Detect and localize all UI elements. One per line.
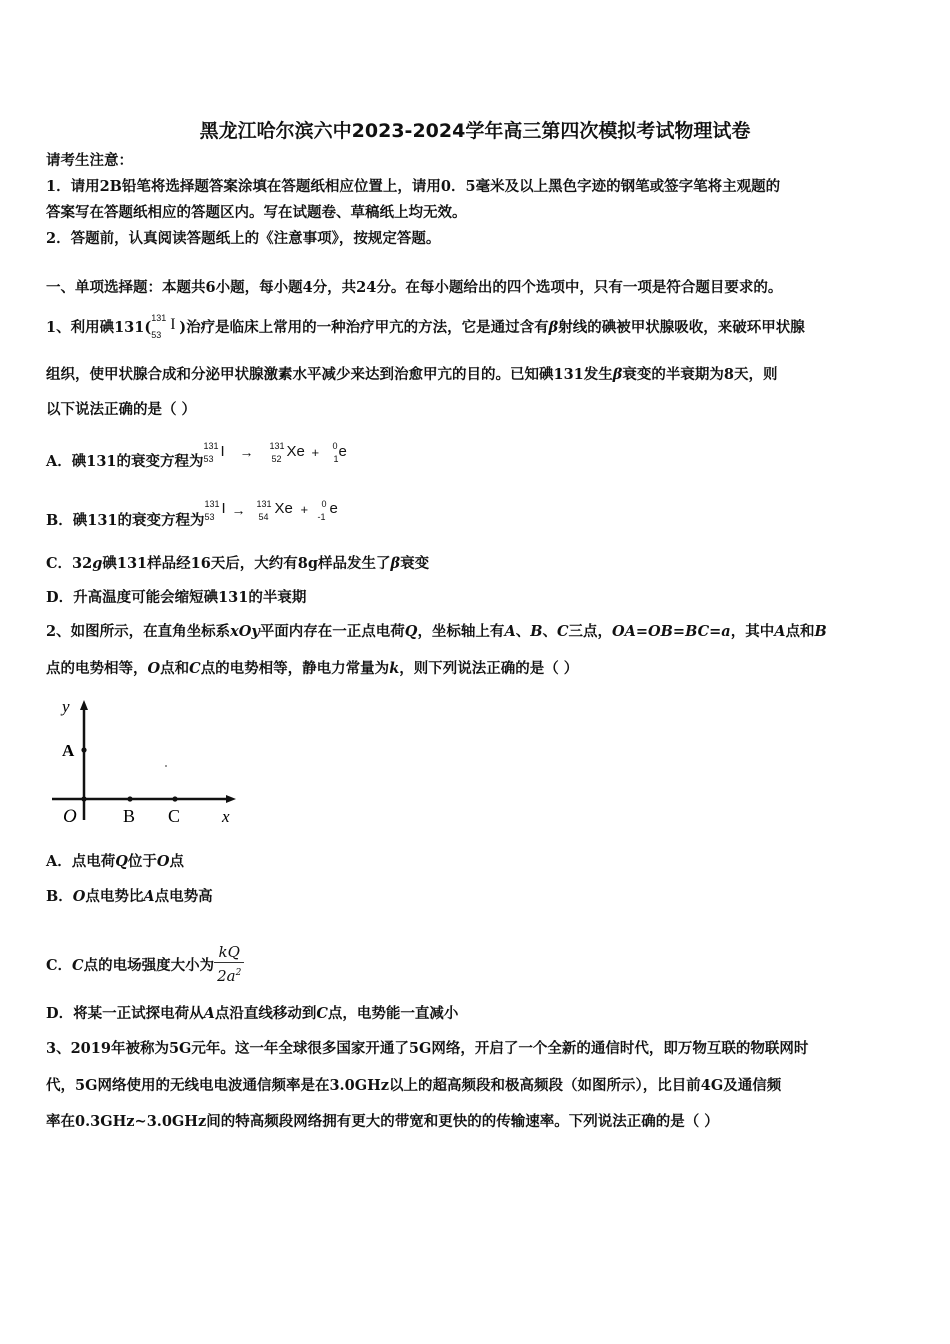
q3-stem-line-2: 代，5G网络使用的无线电电波通信频率是在3.0GHz以上的超高频段和极高频段（如图所示），比目前4G及通信频 xyxy=(46,1077,782,1094)
notice-item-2: 2．答题前，认真阅读答题纸上的《注意事项》，按规定答题。 xyxy=(46,230,441,247)
q1-stem-line-3: 以下说法正确的是（ ） xyxy=(46,401,197,418)
field-strength-fraction: $\frac{kQ}{2a^2}$ xyxy=(214,942,244,986)
label-x: x xyxy=(222,807,230,826)
y-axis-arrow xyxy=(80,700,88,710)
notice-heading: 请考生注意： xyxy=(46,152,133,169)
q1-option-d: D．升高温度可能会缩短碘131的半衰期 xyxy=(46,589,307,606)
notice-item-1a: 1．请用2B铅笔将选择题答案涂填在答题纸相应位置上，请用0．5毫米及以上黑色字迹的钢笔或签字笔将主观题的 xyxy=(46,178,781,195)
x-axis-arrow xyxy=(226,795,236,803)
q2-option-d: D．将某一正试探电荷从A点沿直线移动到C点，电势能一直减小 xyxy=(46,1005,459,1022)
q2-stem-line-2: 点的电势相等，O点和C点的电势相等，静电力常量为k，则下列说法正确的是（ ） xyxy=(46,660,579,677)
point-c xyxy=(172,796,177,801)
q1-option-c: C．32g碘131样品经16天后，大约有8g样品发生了β衰变 xyxy=(46,555,430,572)
decay-equation-b: 131 53 I → 131 54 Xe + 0 -1 e xyxy=(204,499,338,522)
q1-stem-line-2: 组织，使甲状腺合成和分泌甲状腺激素水平减少来达到治愈甲亢的目的。已知碘131发生β衰变的半衰期为8天，则 xyxy=(46,366,778,383)
notice-item-1b: 答案写在答题纸相应的答题区内。写在试题卷、草稿纸上均无效。 xyxy=(46,204,467,221)
q1-stem-line-1: 1、利用碘131( 131 53 I )治疗是临床上常用的一种治疗甲亢的方法，它是通过含有β射线的碘被甲状腺吸收，来破环甲状腺 xyxy=(46,313,805,340)
point-a xyxy=(81,747,86,752)
faint-dot xyxy=(165,765,167,767)
q1-option-b: B．碘131的衰变方程为 131 53 I → 131 54 Xe + 0 -1 e xyxy=(46,507,355,535)
label-y: y xyxy=(62,697,70,716)
point-o xyxy=(81,796,86,801)
q3-stem-line-1: 3、2019年被称为5G元年。这一年全球很多国家开通了5G网络，开启了一个全新的通信时代，即万物互联的物联网时 xyxy=(46,1040,809,1057)
q2-stem-line-1: 2、如图所示，在直角坐标系xOy平面内存在一正点电荷Q，坐标轴上有A、B、C三点，OA=OB=BC=a，其中A点和B xyxy=(46,623,827,640)
q2-option-a: A．点电荷Q位于O点 xyxy=(46,853,185,870)
label-c: C xyxy=(168,806,181,826)
section-1-heading: 一、单项选择题：本题共6小题，每小题4分，共24分。在每小题给出的四个选项中，只有一项是符合题目要求的。 xyxy=(46,279,783,296)
label-o: O xyxy=(63,806,77,827)
page-title: 黑龙江哈尔滨六中2023-2024学年高三第四次模拟考试物理试卷 xyxy=(199,120,751,142)
q1-option-a: A．碘131的衰变方程为 131 53 I → 131 52 Xe + 0 1 e xyxy=(46,448,354,476)
iodine-nuclide: 131 53 I xyxy=(151,313,176,340)
label-a: A xyxy=(62,741,75,760)
point-b xyxy=(127,796,132,801)
q3-stem-line-3: 率在0.3GHz~3.0GHz间的特高频段网络拥有更大的带宽和更快的的传输速率。下列说法正确的是（ ） xyxy=(46,1113,719,1130)
q2-option-c: C．C点的电场强度大小为 $\frac{kQ}{2a^2}$ xyxy=(46,946,244,986)
q2-option-b: B．O点电势比A点电势高 xyxy=(46,888,213,905)
coordinate-figure xyxy=(50,694,250,834)
label-b: B xyxy=(123,806,136,826)
decay-equation-a: 131 53 I → 131 52 Xe + 0 1 e xyxy=(203,441,347,464)
